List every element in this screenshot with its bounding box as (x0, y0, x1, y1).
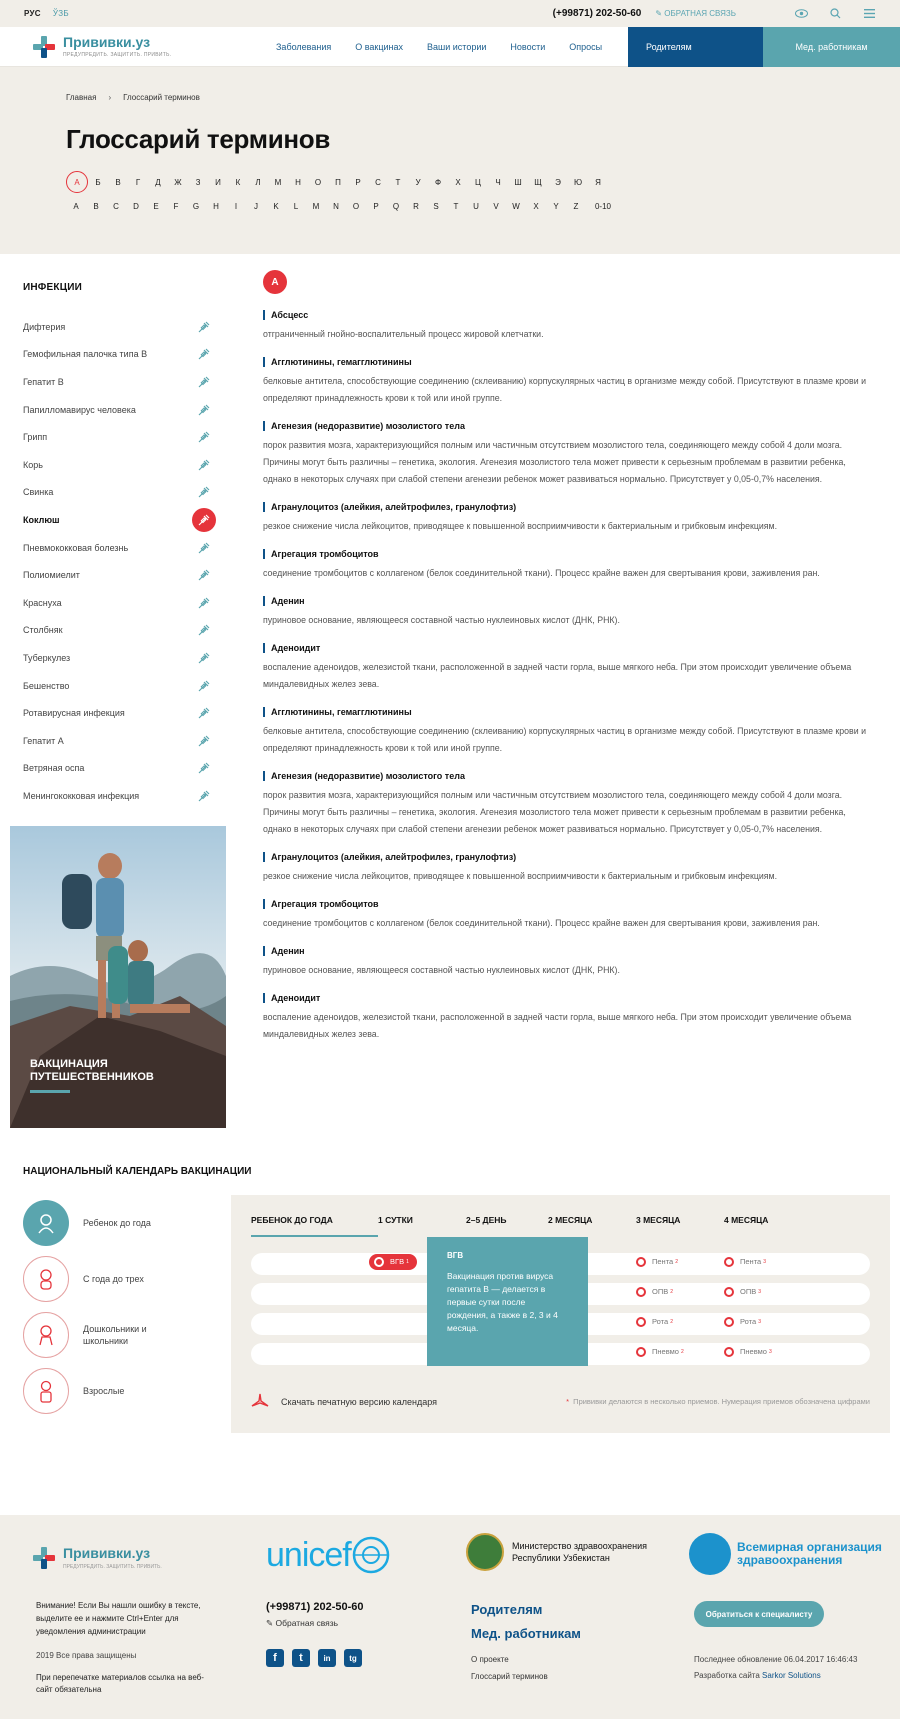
letter-link[interactable]: Р (355, 177, 361, 187)
footer-glossary-link[interactable]: Глоссарий терминов (471, 1672, 548, 1681)
vaccine-dot-icon (636, 1317, 646, 1327)
letter-link[interactable]: Ю (573, 177, 583, 187)
note-star: * (566, 1397, 569, 1407)
vaccine-dot-icon (724, 1257, 734, 1267)
vaccine-name: ВГВ (390, 1257, 405, 1267)
child-icon (23, 1312, 69, 1358)
letter-link[interactable]: N (333, 201, 339, 211)
vaccine-chip[interactable] (724, 1257, 766, 1267)
sidebar-item-label: Бешенство (23, 680, 70, 691)
term-title: Агранулоцитоз (алейкия, алейтрофилез, гранулофтиз) (263, 502, 870, 512)
social-links (266, 1649, 370, 1667)
letter-link[interactable]: Ч (495, 177, 501, 187)
dose-number: 1 (406, 1258, 409, 1265)
current-letter-badge: А (263, 270, 287, 294)
logo-name: Прививки.уз (63, 34, 151, 50)
dev-prefix: Разработка сайта (694, 1671, 760, 1680)
letter-link[interactable]: Q (392, 201, 400, 211)
vaccine-chip[interactable] (636, 1347, 684, 1357)
unicef-wordmark: unicef (266, 1535, 351, 1574)
lang-uz[interactable]: ЎЗБ (52, 9, 69, 18)
letter-link[interactable]: Л (255, 177, 261, 187)
copyright: 2019 Все права защищены (36, 1651, 137, 1660)
last-updated: Последнее обновление 06.04.2017 16:46:43 (694, 1655, 858, 1664)
term-title: Агрегация тромбоцитов (263, 899, 870, 909)
syringe-icon (197, 568, 211, 582)
download-calendar-link[interactable]: Скачать печатную версию календаря (281, 1396, 438, 1407)
col-2-months: 2 МЕСЯЦА (548, 1214, 593, 1225)
sidebar-item[interactable] (10, 368, 227, 396)
note-text: Прививки делаются в несколько приемов. Нумерация приемов обозначена цифрами (573, 1397, 870, 1407)
footer-logo[interactable] (33, 1545, 162, 1570)
letter-link[interactable]: S (433, 201, 439, 211)
letter-link[interactable]: C (113, 201, 119, 211)
glossary-term (260, 899, 870, 932)
term-description: белковые антитела, способствующие соединению (склеиванию) корпускулярных частиц в организме между собой. Присутствуют в плазме крови и определяют принадлежность крови к той или иной группе. (263, 726, 867, 753)
sidebar-item[interactable] (10, 727, 227, 755)
vaccine-chip[interactable] (636, 1257, 678, 1267)
letter-link[interactable]: O (352, 201, 360, 211)
syringe-icon (197, 623, 211, 637)
letter-link[interactable]: Ж (174, 177, 182, 187)
developer-credit (694, 1671, 821, 1680)
calendar-note (566, 1397, 870, 1406)
breadcrumb-current: Глоссарий терминов (123, 93, 200, 102)
search-icon[interactable] (828, 7, 842, 21)
sidebar-item[interactable] (10, 479, 227, 507)
glossary-term (260, 771, 870, 838)
syringe-icon (197, 347, 211, 361)
syringe-icon (197, 485, 211, 499)
letter-link[interactable]: Щ (534, 177, 542, 187)
syringe-icon (197, 375, 211, 389)
chevron-right-icon: › (108, 93, 112, 102)
vaccine-dot-icon (724, 1347, 734, 1357)
letter-link[interactable]: X (533, 201, 539, 211)
term-description: соединение тромбоцитов с коллагеном (белок соединительной ткани). Процесс крайне важен для свертывания крови, заживления ран. (263, 568, 820, 578)
footer-logo-slogan: ПРЕДУПРЕДИТЬ. ЗАЩИТИТЬ. ПРИВИТЬ. (63, 1564, 162, 1570)
feedback-link[interactable]: ✎ ОБРАТНАЯ СВЯЗЬ (655, 9, 736, 18)
eye-icon[interactable] (794, 7, 808, 21)
vaccine-name: Пневмо (652, 1347, 679, 1357)
sidebar-item[interactable] (10, 341, 227, 369)
breadcrumb (66, 93, 900, 102)
content-area (0, 254, 900, 1128)
sidebar-item[interactable] (10, 782, 227, 810)
sidebar-item[interactable] (10, 534, 227, 562)
letter-link[interactable]: Б (95, 177, 101, 187)
term-description: пуриновое основание, являющееся составной частью нуклеиновых кислот (ДНК, РНК). (263, 615, 620, 625)
promo-accent-bar (30, 1090, 70, 1093)
col-4-months: 4 МЕСЯЦА (724, 1214, 769, 1225)
letter-link[interactable]: С (375, 177, 381, 187)
letter-link[interactable]: Я (595, 177, 601, 187)
letter-link[interactable]: E (153, 201, 159, 211)
sidebar-item[interactable] (10, 423, 227, 451)
vaccine-name: ОПВ (740, 1287, 757, 1297)
sidebar-item-label: Гемофильная палочка типа B (23, 349, 148, 360)
sidebar-title: ИНФЕКЦИИ (23, 282, 82, 293)
main-nav (0, 27, 900, 67)
dose-number: 2 (680, 1348, 684, 1355)
who-emblem-icon (689, 1533, 731, 1575)
alphabet-cyrillic (66, 171, 900, 193)
glossary-terms (260, 310, 870, 1043)
vaccine-tooltip (427, 1237, 588, 1366)
lang-ru[interactable]: РУС (24, 9, 41, 18)
vaccine-chip[interactable] (724, 1317, 761, 1327)
glossary-term (260, 596, 870, 629)
term-title: Агенезия (недоразвитие) мозолистого тела (263, 771, 870, 781)
dose-number: 2 (670, 1288, 674, 1295)
sidebar-item-label: Папилломавирус человека (23, 404, 136, 415)
glossary-main (227, 270, 900, 1128)
promo-caption-line1: ВАКЦИНАЦИЯ (30, 1057, 108, 1070)
category-infant[interactable] (23, 1195, 231, 1251)
footer-about-link[interactable]: О проекте (471, 1655, 509, 1664)
sidebar-item[interactable] (10, 589, 227, 617)
vaccine-chip[interactable] (724, 1347, 772, 1357)
unicef-globe-icon (351, 1535, 391, 1575)
dose-number: 3 (758, 1288, 762, 1295)
twitter-icon[interactable]: t (292, 1649, 310, 1667)
letter-link[interactable]: 0-10 (594, 201, 611, 211)
letter-link[interactable]: В (115, 177, 121, 187)
letter-link[interactable]: G (192, 201, 200, 211)
letter-link[interactable]: W (512, 201, 520, 211)
sidebar-item-label: Гепатит B (23, 376, 64, 387)
nav-menu (268, 27, 626, 66)
tooltip-text: Вакцинация против вируса гепатита В — делается в первые сутки после рождения, а также в 2, 3 и 4 месяца. (447, 1270, 558, 1333)
letter-link[interactable]: Ф (434, 177, 442, 187)
vaccine-name: Рота (652, 1317, 669, 1327)
promo-banner[interactable] (10, 826, 226, 1128)
letter-link[interactable]: I (234, 201, 238, 211)
letter-link[interactable]: Z (573, 201, 579, 211)
category-toddler[interactable] (23, 1251, 231, 1307)
footer-feedback-label: Обратная связь (275, 1618, 339, 1628)
category-label: Взрослые (83, 1385, 125, 1396)
syringe-icon (197, 789, 211, 803)
vaccine-chip[interactable] (636, 1317, 673, 1327)
category-label: Ребенок до года (83, 1217, 151, 1228)
sidebar-item[interactable] (10, 617, 227, 645)
sidebar-item[interactable] (10, 755, 227, 783)
sidebar-item-label: Краснуха (23, 597, 62, 608)
term-description: отграниченный гнойно-воспалительный процесс жировой клетчатки. (263, 329, 544, 339)
facebook-icon[interactable]: f (266, 1649, 284, 1667)
letter-link[interactable]: Х (455, 177, 461, 187)
category-schoolchildren[interactable] (23, 1307, 231, 1363)
term-description: порок развития мозга, характеризующийся полным или частичным отсутствием мозолистого тела, соединяющего между собой 4 доли мозга. Причины могут быть различны – генетика, экология. Агенезия мозолистого тела может привести к серьезным проблемам в развитии ребенка, однако в некоторых случаях при слабой степени агенезии ребенок может развиваться нормально. Присутствует у 0,05-0,7% населения. (263, 790, 846, 834)
glossary-term (260, 993, 870, 1043)
letter-link[interactable]: P (373, 201, 379, 211)
vaccine-name: Пневмо (740, 1347, 767, 1357)
sidebar-item[interactable] (10, 672, 227, 700)
nav-item-diseases[interactable]: Заболевания (276, 41, 332, 52)
dev-link[interactable]: Sarkor Solutions (762, 1671, 821, 1680)
glossary-term (260, 357, 870, 407)
footer-parents-link[interactable]: Родителям (471, 1602, 543, 1617)
adult-icon (23, 1368, 69, 1414)
letter-link[interactable]: У (415, 177, 421, 187)
vaccine-chip[interactable] (369, 1254, 417, 1270)
syringe-icon (197, 596, 211, 610)
term-title: Агранулоцитоз (алейкия, алейтрофилез, гранулофтиз) (263, 852, 870, 862)
term-description: воспаление аденоидов, железистой ткани, расположенной в задней части горла, выше мягкого неба. При этом происходит увеличение объема миндалевидных желез зева. (263, 662, 852, 689)
top-bar (0, 0, 900, 27)
calendar-categories (0, 1195, 231, 1433)
letter-link[interactable]: Y (553, 201, 559, 211)
vaccine-dot-icon (374, 1257, 384, 1267)
letter-link[interactable]: Д (155, 177, 161, 187)
sidebar-item-label: Туберкулез (23, 652, 71, 663)
letter-link[interactable]: R (413, 201, 419, 211)
letter-link[interactable]: И (215, 177, 221, 187)
sidebar-item-label: Пневмококковая болезнь (23, 542, 129, 553)
syringe-icon (197, 430, 211, 444)
term-description: порок развития мозга, характеризующийся полным или частичным отсутствием мозолистого тела, соединяющего между собой 4 доли мозга. Причины могут быть различны – генетика, экология. Агенезия мозолистого тела может привести к серьезным проблемам в развитии ребенка, однако в некоторых случаях при слабой степени агенезии ребенок может развиваться нормально. Присутствует у 0,05-0,7% населения. (263, 440, 846, 484)
term-title: Абсцесс (263, 310, 870, 320)
sidebar-item[interactable] (10, 644, 227, 672)
ministry-line1: Министерство здравоохранения (512, 1541, 647, 1551)
toddler-icon (23, 1256, 69, 1302)
tooltip-title: ВГВ (447, 1250, 464, 1260)
term-title: Агенезия (недоразвитие) мозолистого тела (263, 421, 870, 431)
baby-icon (23, 1200, 69, 1246)
syringe-icon (197, 734, 211, 748)
page-title: Глоссарий терминов (66, 124, 331, 154)
letter-link[interactable]: J (254, 201, 258, 211)
col-infant[interactable]: РЕБЕНОК ДО ГОДА (251, 1215, 378, 1237)
letter-link[interactable]: U (473, 201, 479, 211)
vaccine-dot-icon (636, 1287, 646, 1297)
vaccine-chip[interactable] (636, 1287, 673, 1297)
sidebar-item-label: Столбняк (23, 625, 63, 636)
letter-link[interactable]: D (133, 201, 139, 211)
sidebar-item-label: Грипп (23, 432, 48, 443)
letter-link[interactable]: F (173, 201, 179, 211)
vaccine-dot-icon (636, 1347, 646, 1357)
unicef-logo[interactable] (266, 1535, 391, 1575)
syringe-icon (197, 761, 211, 775)
sidebar-item[interactable] (10, 506, 227, 534)
parents-button[interactable]: Родителям (628, 27, 763, 67)
calendar-title: НАЦИОНАЛЬНЫЙ КАЛЕНДАРЬ ВАКЦИНАЦИИ (23, 1165, 252, 1177)
syringe-icon (197, 706, 211, 720)
nav-item-polls[interactable]: Опросы (569, 41, 603, 52)
term-description: резкое снижение числа лейкоцитов, приводящее к повышенной восприимчивости к бактериальным и грибковым инфекциям. (263, 521, 778, 531)
site-logo[interactable] (0, 35, 268, 58)
letter-link[interactable]: Ш (514, 177, 522, 187)
letter-link[interactable]: K (273, 201, 279, 211)
glossary-term (260, 852, 870, 885)
footer-logo-name: Прививки.уз (63, 1545, 151, 1561)
syringe-icon (197, 541, 211, 555)
vaccine-dot-icon (636, 1257, 646, 1267)
term-title: Агглютинины, гемагглютинины (263, 357, 870, 367)
vaccine-name: Пента (652, 1257, 674, 1267)
category-adults[interactable] (23, 1363, 231, 1419)
who-line2: здравоохранения (737, 1553, 843, 1567)
sidebar-item-label: Коклюш (23, 514, 60, 525)
term-title: Агглютинины, гемагглютинины (263, 707, 870, 717)
term-title: Агрегация тромбоцитов (263, 549, 870, 559)
sidebar-item[interactable] (10, 451, 227, 479)
letter-link[interactable]: А (66, 171, 88, 193)
term-description: соединение тромбоцитов с коллагеном (белок соединительной ткани). Процесс крайне важен для свертывания крови, заживления ран. (263, 918, 820, 928)
dose-number: 3 (758, 1318, 761, 1325)
sidebar-item-label: Ротавирусная инфекция (23, 708, 125, 719)
letter-link[interactable]: M (312, 201, 320, 211)
sidebar-item-label: Ветряная оспа (23, 763, 85, 774)
vaccine-dot-icon (724, 1317, 734, 1327)
promo-caption (30, 1058, 154, 1084)
letter-link[interactable]: H (213, 201, 219, 211)
syringe-icon (197, 320, 211, 334)
sidebar-list (10, 313, 227, 810)
category-label: Дошкольники и школьники (83, 1323, 147, 1346)
glossary-term (260, 421, 870, 488)
footer-feedback-link[interactable]: ✎ Обратная связь (266, 1618, 339, 1628)
menu-icon[interactable] (862, 7, 876, 21)
logo-cross-icon (33, 1547, 55, 1569)
glossary-term (260, 946, 870, 979)
telegram-icon[interactable]: tg (344, 1649, 362, 1667)
letter-link[interactable]: B (93, 201, 99, 211)
glossary-term (260, 310, 870, 343)
dose-number: 3 (763, 1258, 767, 1265)
letter-link[interactable]: О (314, 177, 322, 187)
sidebar-item-label: Свинка (23, 487, 54, 498)
glossary-term (260, 502, 870, 535)
footer-medics-link[interactable]: Мед. работникам (471, 1626, 581, 1641)
letter-link[interactable]: К (235, 177, 241, 187)
sidebar (0, 270, 227, 1128)
alphabet-latin (66, 195, 900, 217)
letter-link[interactable]: Н (295, 177, 301, 187)
vaccine-name: Рота (740, 1317, 757, 1327)
sidebar-item[interactable] (10, 396, 227, 424)
sidebar-item-label: Гепатит А (23, 735, 64, 746)
letter-link[interactable]: М (274, 177, 282, 187)
glossary-term (260, 707, 870, 757)
ministry-logo[interactable] (466, 1533, 647, 1571)
sidebar-item-label: Корь (23, 459, 43, 470)
letter-link[interactable]: L (293, 201, 299, 211)
site-footer (0, 1515, 900, 1719)
syringe-icon (197, 403, 211, 417)
dose-number: 3 (768, 1348, 772, 1355)
sidebar-item[interactable] (10, 313, 227, 341)
logo-cross-icon (33, 36, 55, 58)
nav-item-vaccines[interactable]: О вакцинах (355, 41, 404, 52)
glossary-term (260, 643, 870, 693)
feedback-label: ОБРАТНАЯ СВЯЗЬ (664, 9, 736, 18)
sidebar-item-label: Менингококковая инфекция (23, 790, 140, 801)
sidebar-item[interactable] (10, 699, 227, 727)
dose-number: 2 (670, 1318, 673, 1325)
vaccine-chip[interactable] (724, 1287, 761, 1297)
contact-specialist-button[interactable]: Обратиться к специалисту (694, 1601, 824, 1627)
page-hero (0, 67, 900, 254)
letter-link[interactable]: З (195, 177, 201, 187)
breadcrumb-home[interactable]: Главная (66, 93, 97, 102)
sidebar-item-label: Дифтерия (23, 321, 66, 332)
term-description: белковые антитела, способствующие соединению (склеиванию) корпускулярных частиц в организме между собой. Присутствуют в плазме крови и определяют принадлежность крови к той или иной группе. (263, 376, 867, 403)
syringe-icon (197, 679, 211, 693)
vaccination-calendar (0, 1166, 900, 1433)
error-report-note: Внимание! Если Вы нашли ошибку в тексте, выделите ее и нажмите Ctrl+Enter для уведомления администрации (36, 1601, 201, 1636)
sidebar-item[interactable] (10, 561, 227, 589)
dose-number: 2 (675, 1258, 679, 1265)
term-title: Аденоидит (263, 993, 870, 1003)
letter-link[interactable]: T (453, 201, 459, 211)
footer-phone[interactable]: (+99871) 202-50-60 (266, 1601, 364, 1613)
uzbekistan-emblem-icon (466, 1533, 504, 1571)
glossary-term (260, 549, 870, 582)
col-3-months: 3 МЕСЯЦА (636, 1214, 681, 1225)
vaccine-name: ОПВ (652, 1287, 669, 1297)
term-description: резкое снижение числа лейкоцитов, приводящее к повышенной восприимчивости к бактериальным и грибковым инфекциям. (263, 871, 778, 881)
term-title: Аденоидит (263, 643, 870, 653)
medics-button[interactable]: Мед. работникам (763, 27, 900, 67)
promo-caption-line2: ПУТЕШЕСТВЕННИКОВ (30, 1070, 154, 1083)
letter-link[interactable]: Ц (475, 177, 481, 187)
sidebar-item-label: Полиомиелит (23, 570, 80, 581)
nav-item-stories[interactable]: Ваши истории (427, 41, 487, 52)
syringe-icon (197, 458, 211, 472)
letter-link[interactable]: V (493, 201, 499, 211)
instagram-icon[interactable]: in (318, 1649, 336, 1667)
vaccine-name: Пента (740, 1257, 762, 1267)
calendar-footer (251, 1393, 870, 1411)
ministry-line2: Республики Узбекистан (512, 1553, 610, 1563)
letter-link[interactable]: Г (135, 177, 141, 187)
syringe-icon (197, 651, 211, 665)
who-logo[interactable] (689, 1533, 882, 1575)
vaccine-dot-icon (724, 1287, 734, 1297)
logo-slogan: ПРЕДУПРЕДИТЬ. ЗАЩИТИТЬ. ПРИВИТЬ. (63, 52, 172, 58)
nav-item-news[interactable]: Новости (510, 41, 546, 52)
term-description: воспаление аденоидов, железистой ткани, расположенной в задней части горла, выше мягкого неба. При этом происходит увеличение объема миндалевидных желез зева. (263, 1012, 852, 1039)
term-description: пуриновое основание, являющееся составной частью нуклеиновых кислот (ДНК, РНК). (263, 965, 620, 975)
letter-link[interactable]: A (73, 201, 79, 211)
col-1-day: 1 СУТКИ (378, 1214, 413, 1225)
term-title: Аденин (263, 596, 870, 606)
who-line1: Всемирная организация (737, 1540, 882, 1554)
pdf-icon[interactable] (251, 1393, 269, 1411)
col-2-5-day: 2–5 ДЕНЬ (466, 1214, 507, 1225)
category-label: С года до трех (83, 1273, 144, 1284)
letter-link[interactable]: П (335, 177, 341, 187)
term-title: Аденин (263, 946, 870, 956)
calendar-table (231, 1195, 890, 1433)
letter-link[interactable]: Э (555, 177, 561, 187)
reprint-note: При перепечатке материалов ссылка на веб-сайт обязательна (36, 1673, 204, 1694)
header-phone[interactable]: (+99871) 202-50-60 (552, 8, 642, 19)
syringe-icon (192, 508, 216, 532)
letter-link[interactable]: Т (395, 177, 401, 187)
